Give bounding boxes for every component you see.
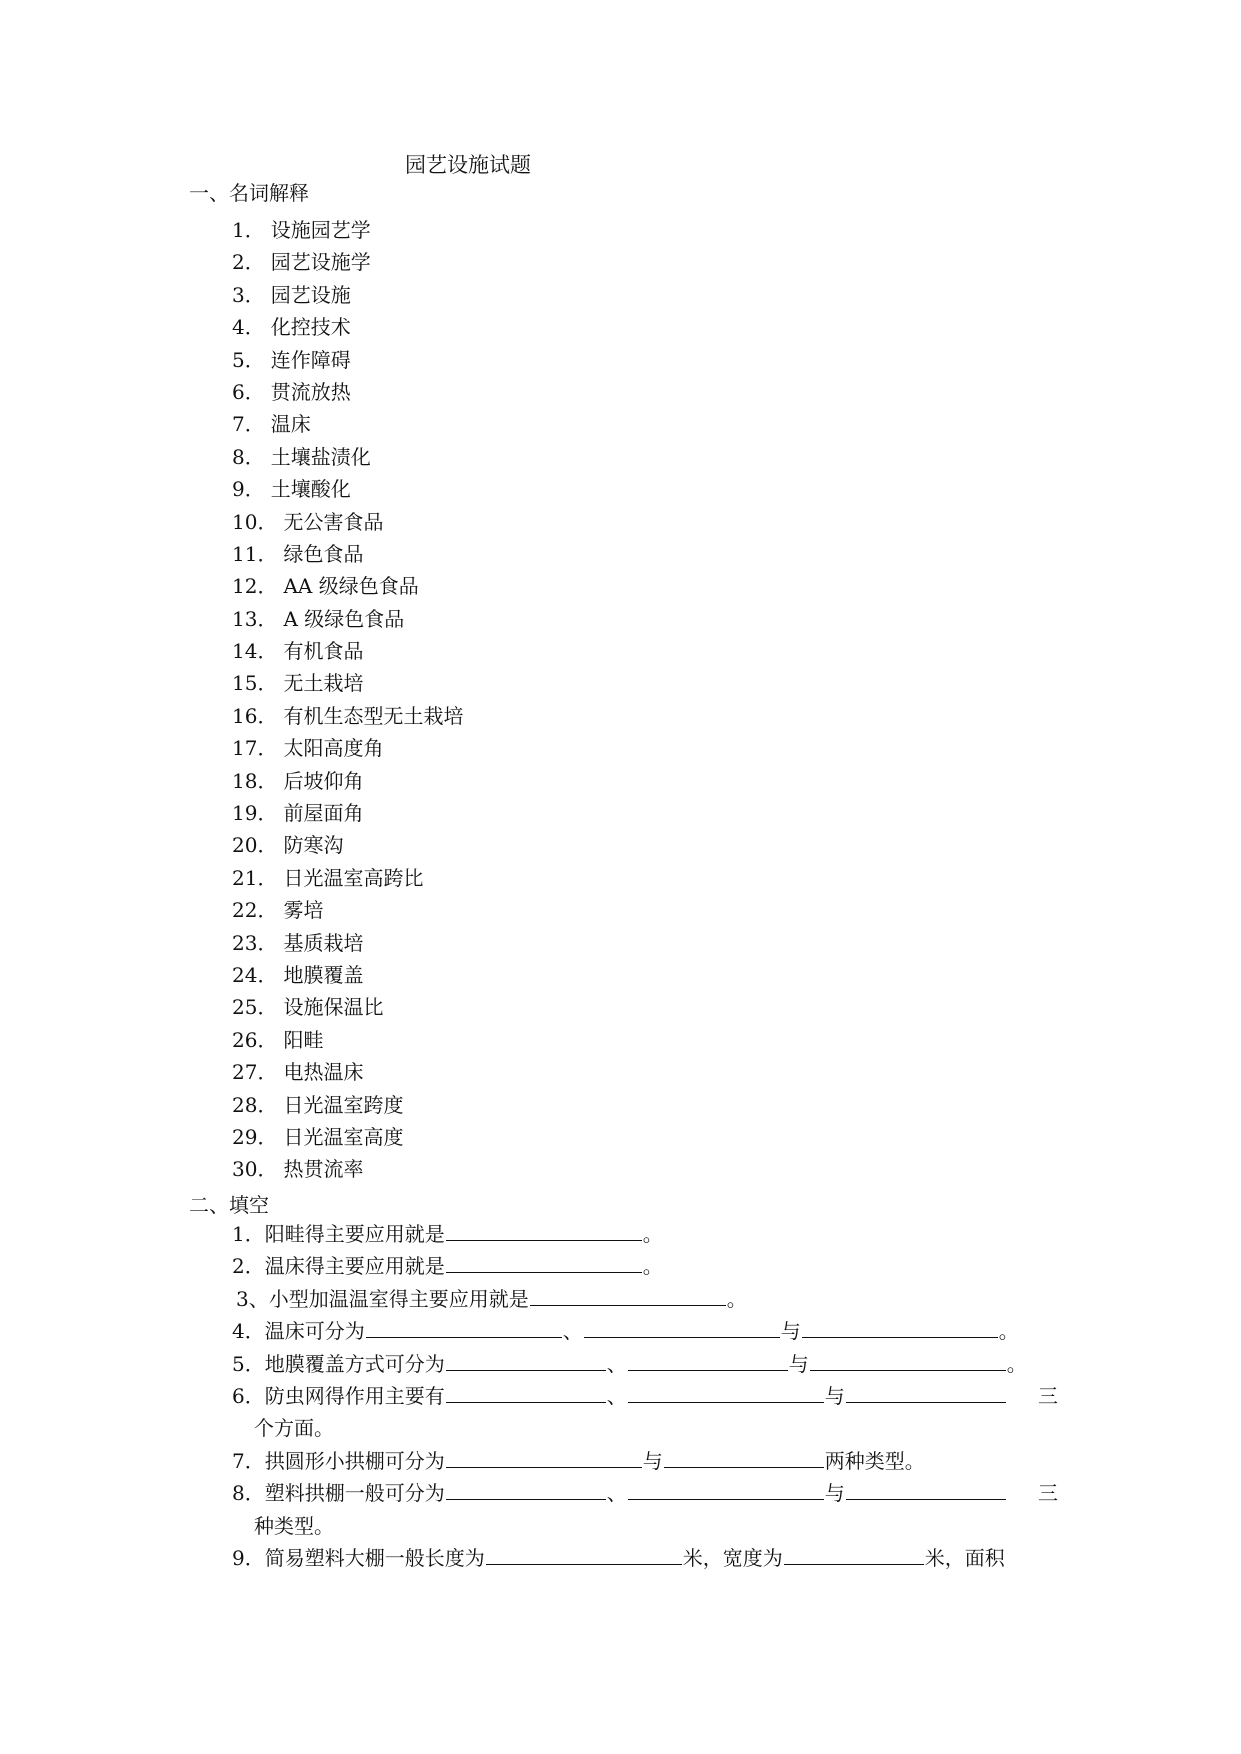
answer-blank[interactable] <box>584 1316 780 1338</box>
fill-in-question-5 <box>232 1348 1058 1380</box>
question-number: 1． <box>232 1222 265 1246</box>
term-number: 4． <box>232 315 265 340</box>
term-text: 连作障碍 <box>270 347 351 372</box>
term-number: 2． <box>232 250 265 275</box>
question-number: 6． <box>232 1383 265 1408</box>
separator: 与 <box>788 1351 809 1376</box>
term-number: 13． <box>232 606 278 631</box>
separator: 、 <box>606 1481 627 1506</box>
answer-blank[interactable] <box>446 1219 642 1241</box>
separator: 、 <box>606 1383 627 1408</box>
question-end: 三 <box>1038 1383 1058 1408</box>
fill-in-question-3 <box>232 1283 1062 1315</box>
question-number: 2． <box>232 1254 265 1279</box>
question-end: 三 <box>1038 1481 1058 1506</box>
term-text: 热贯流率 <box>283 1157 364 1182</box>
answer-blank[interactable] <box>846 1381 1006 1403</box>
term-text: AA 级绿色食品 <box>283 574 419 599</box>
question-continuation: 种类型。 <box>254 1513 334 1538</box>
term-item <box>232 441 463 473</box>
section-heading-fill-in: 二、填空 <box>189 1193 269 1217</box>
question-number: 4． <box>232 1319 265 1344</box>
fill-in-question-8 <box>232 1477 1058 1509</box>
answer-blank[interactable] <box>446 1349 606 1371</box>
term-number: 28． <box>232 1092 278 1117</box>
term-number: 5． <box>232 347 265 372</box>
term-text: 绿色食品 <box>283 541 364 566</box>
term-item <box>232 732 463 764</box>
term-item <box>232 538 463 570</box>
term-text: 贯流放热 <box>270 379 351 404</box>
term-number: 21． <box>232 865 278 890</box>
question-number: 3、 <box>236 1286 269 1311</box>
term-item <box>232 765 463 797</box>
term-item <box>232 311 463 343</box>
fill-in-question-6-continued <box>232 1412 1080 1444</box>
term-item <box>232 991 463 1023</box>
term-number: 11． <box>232 541 278 566</box>
question-text: 小型加温温室得主要应用就是 <box>268 1286 529 1311</box>
term-number: 3． <box>232 282 265 307</box>
term-number: 15． <box>232 671 278 696</box>
term-item <box>232 1153 463 1185</box>
fill-in-question-4 <box>232 1315 1058 1347</box>
answer-blank[interactable] <box>846 1478 1006 1500</box>
fill-in-question-1 <box>232 1218 1058 1250</box>
term-number: 22． <box>232 898 278 923</box>
separator: 米，宽度为 <box>682 1545 783 1570</box>
term-text: 日光温室高跨比 <box>283 865 424 890</box>
term-item <box>232 570 463 602</box>
term-text: 温床 <box>270 412 311 437</box>
term-item <box>232 927 463 959</box>
answer-blank[interactable] <box>628 1381 824 1403</box>
term-number: 25． <box>232 995 278 1020</box>
question-number: 9． <box>232 1545 265 1570</box>
separator: 、 <box>562 1319 583 1344</box>
term-text: 化控技术 <box>270 315 351 340</box>
term-number: 20． <box>232 833 278 858</box>
term-item <box>232 829 463 861</box>
question-text: 拱圆形小拱棚可分为 <box>264 1448 445 1473</box>
question-number: 7． <box>232 1448 265 1473</box>
term-number: 18． <box>232 768 278 793</box>
section-heading-terms: 一、名词解释 <box>189 181 309 205</box>
fill-in-question-7 <box>232 1445 1058 1477</box>
separator: 与 <box>642 1448 663 1473</box>
answer-blank[interactable] <box>664 1446 824 1468</box>
answer-blank[interactable] <box>802 1316 998 1338</box>
term-number: 27． <box>232 1060 278 1085</box>
answer-blank[interactable] <box>446 1381 606 1403</box>
term-item <box>232 214 463 246</box>
answer-blank[interactable] <box>810 1349 1006 1371</box>
fill-in-question-2 <box>232 1250 1058 1282</box>
question-end: 。 <box>642 1254 663 1279</box>
term-number: 9． <box>232 477 265 502</box>
term-text: 有机食品 <box>283 639 364 664</box>
question-end: 。 <box>998 1319 1019 1344</box>
term-item <box>232 246 463 278</box>
term-item <box>232 894 463 926</box>
question-end: 。 <box>1006 1351 1027 1376</box>
answer-blank[interactable] <box>486 1543 682 1565</box>
question-end: 。 <box>642 1222 663 1246</box>
term-text: 地膜覆盖 <box>283 962 364 987</box>
term-item <box>232 1089 463 1121</box>
term-text: 无公害食品 <box>283 509 384 534</box>
question-end: 两种类型。 <box>824 1448 925 1473</box>
question-text: 温床可分为 <box>264 1319 365 1344</box>
term-number: 1． <box>232 218 265 242</box>
term-item <box>232 959 463 991</box>
term-item <box>232 797 463 829</box>
document-title: 园艺设施试题 <box>405 153 531 177</box>
fill-in-question-9 <box>232 1542 1058 1574</box>
term-number: 10． <box>232 509 278 534</box>
term-number: 30． <box>232 1157 278 1182</box>
question-continuation: 个方面。 <box>254 1416 334 1441</box>
term-item <box>232 635 463 667</box>
term-text: 前屋面角 <box>283 801 364 826</box>
term-item <box>232 506 463 538</box>
term-number: 24． <box>232 962 278 987</box>
term-text: 防寒沟 <box>283 833 344 858</box>
term-number: 6． <box>232 379 265 404</box>
answer-blank[interactable] <box>784 1543 924 1565</box>
question-text: 温床得主要应用就是 <box>264 1254 445 1279</box>
term-text: 基质栽培 <box>283 930 364 955</box>
term-text: 电热温床 <box>283 1060 364 1085</box>
term-text: 后坡仰角 <box>283 768 364 793</box>
answer-blank[interactable] <box>366 1316 562 1338</box>
term-item <box>232 279 463 311</box>
term-list <box>232 214 463 1186</box>
term-number: 19． <box>232 801 278 826</box>
term-number: 29． <box>232 1124 278 1149</box>
term-item <box>232 667 463 699</box>
term-item <box>232 408 463 440</box>
term-item <box>232 376 463 408</box>
fill-in-question-list <box>232 1218 1058 1574</box>
separator: 与 <box>824 1383 845 1408</box>
term-text: 土壤盐渍化 <box>270 444 371 469</box>
term-item <box>232 603 463 635</box>
term-text: 土壤酸化 <box>270 477 351 502</box>
term-number: 12． <box>232 574 278 599</box>
question-text: 地膜覆盖方式可分为 <box>264 1351 445 1376</box>
separator: 与 <box>824 1481 845 1506</box>
term-text: 太阳高度角 <box>283 736 384 761</box>
answer-blank[interactable] <box>446 1251 642 1273</box>
answer-blank[interactable] <box>446 1446 642 1468</box>
answer-blank[interactable] <box>446 1478 606 1500</box>
term-item <box>232 700 463 732</box>
question-text: 阳畦得主要应用就是 <box>264 1222 445 1246</box>
term-item <box>232 1121 463 1153</box>
term-item <box>232 473 463 505</box>
term-item <box>232 1024 463 1056</box>
term-text: 雾培 <box>283 898 324 923</box>
question-number: 5． <box>232 1351 265 1376</box>
term-number: 17． <box>232 736 278 761</box>
question-end: 。 <box>726 1286 747 1311</box>
term-number: 14． <box>232 639 278 664</box>
term-number: 16． <box>232 703 278 728</box>
question-number: 8． <box>232 1481 265 1506</box>
term-text: A 级绿色食品 <box>283 606 405 631</box>
term-text: 园艺设施学 <box>270 250 371 275</box>
term-text: 有机生态型无土栽培 <box>283 703 464 728</box>
term-number: 26． <box>232 1027 278 1052</box>
separator: 、 <box>606 1351 627 1376</box>
term-number: 23． <box>232 930 278 955</box>
fill-in-question-6 <box>232 1380 1058 1412</box>
question-text: 防虫网得作用主要有 <box>264 1383 445 1408</box>
term-number: 7． <box>232 412 265 437</box>
term-text: 设施园艺学 <box>270 218 371 242</box>
question-text: 塑料拱棚一般可分为 <box>264 1481 445 1506</box>
term-text: 园艺设施 <box>270 282 351 307</box>
answer-blank[interactable] <box>530 1284 726 1306</box>
answer-blank[interactable] <box>628 1478 824 1500</box>
term-text: 阳畦 <box>283 1027 324 1052</box>
term-text: 日光温室跨度 <box>283 1092 404 1117</box>
separator: 与 <box>780 1319 801 1344</box>
answer-blank[interactable] <box>628 1349 788 1371</box>
term-item <box>232 344 463 376</box>
term-item <box>232 1056 463 1088</box>
term-number: 8． <box>232 444 265 469</box>
question-text: 简易塑料大棚一般长度为 <box>264 1545 485 1570</box>
fill-in-question-8-continued <box>232 1510 1080 1542</box>
term-text: 无土栽培 <box>283 671 364 696</box>
term-item <box>232 862 463 894</box>
term-text: 设施保温比 <box>283 995 384 1020</box>
question-end: 米，面积 <box>924 1545 1005 1570</box>
term-text: 日光温室高度 <box>283 1124 404 1149</box>
